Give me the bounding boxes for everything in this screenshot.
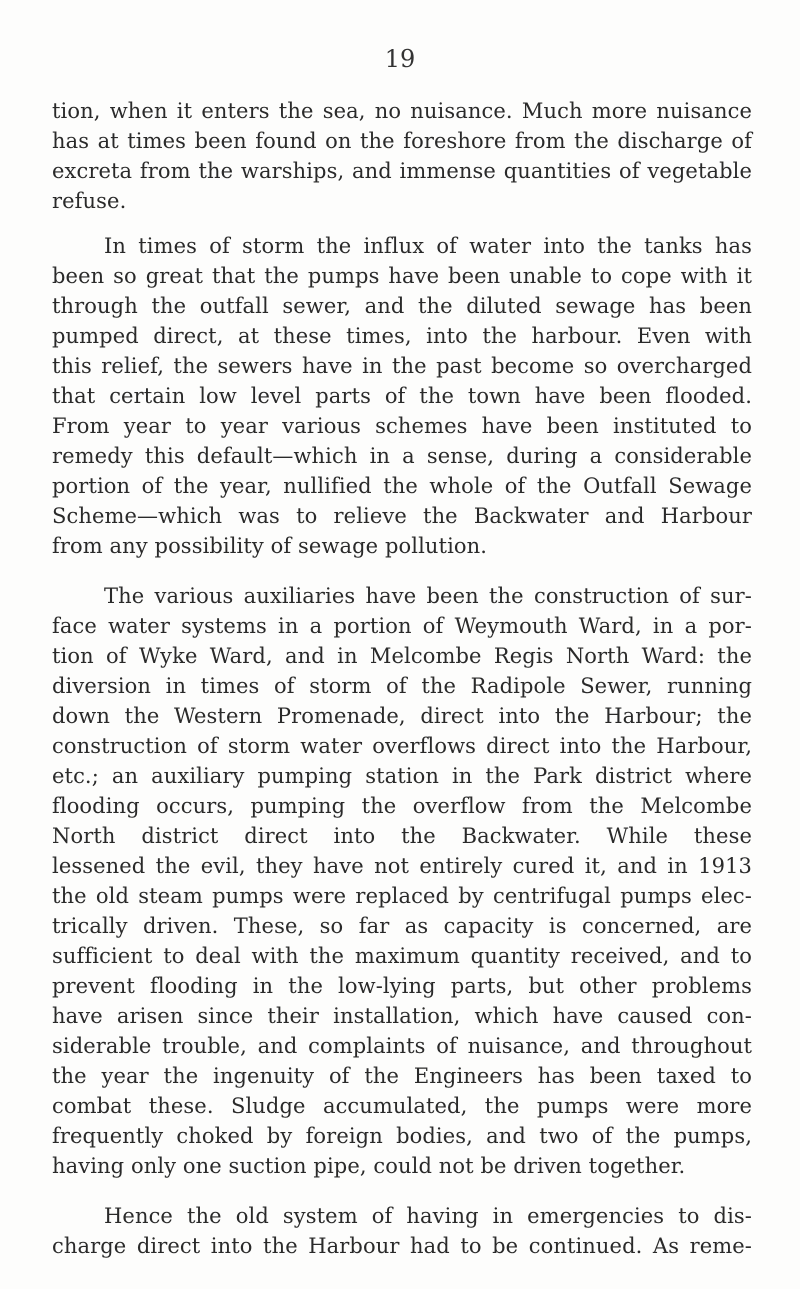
text-line: excreta from the warships, and immense quantities of vegetable [52,159,752,183]
text-line: construction of storm water overflows direct into the Harbour, [52,734,752,758]
text-line: portion of the year, nullified the whole of the Outfall Sewage [52,474,752,498]
text-line: etc.; an auxiliary pumping station in the Park district where [52,764,752,788]
text-line: refuse. [52,189,127,213]
text-line: sufficient to deal with the maximum quantity received, and to [52,944,752,968]
text-line: have arisen since their installation, which have caused con- [52,1004,752,1028]
text-line: diversion in times of storm of the Radipole Sewer, running [52,674,752,698]
text-line: been so great that the pumps have been unable to cope with it [52,264,752,288]
paragraph-4 [52,1201,752,1261]
text-line: trically driven. These, so far as capacity is concerned, are [52,914,752,938]
text-line: siderable trouble, and complaints of nuisance, and throughout [52,1034,752,1058]
paragraph-2 [52,231,752,561]
text-line: The various auxiliaries have been the construction of sur- [104,584,752,608]
text-line: from any possibility of sewage pollution. [52,534,488,558]
text-line: down the Western Promenade, direct into the Harbour; the [52,704,752,728]
text-line: the old steam pumps were replaced by centrifugal pumps elec- [52,884,752,908]
text-line: that certain low level parts of the town have been flooded. [52,384,752,408]
text-line: prevent flooding in the low-lying parts, but other problems [52,974,752,998]
text-line: Scheme—which was to relieve the Backwater and Harbour [52,504,752,528]
text-line: lessened the evil, they have not entirely cured it, and in 1913 [52,854,752,878]
body-text [52,96,752,1261]
paragraph-3 [52,581,752,1181]
text-line: pumped direct, at these times, into the harbour. Even with [52,324,752,348]
text-line: tion of Wyke Ward, and in Melcombe Regis North Ward: the [52,644,752,668]
text-line: combat these. Sludge accumulated, the pumps were more [52,1094,752,1118]
page-number: 19 [384,45,416,73]
text-line: this relief, the sewers have in the past become so overcharged [52,354,752,378]
text-line: frequently choked by foreign bodies, and two of the pumps, [52,1124,752,1148]
text-line: through the outfall sewer, and the diluted sewage has been [52,294,752,318]
text-line: tion, when it enters the sea, no nuisance. Much more nuisance [52,99,752,123]
text-line: flooding occurs, pumping the overflow from the Melcombe [52,794,752,818]
text-line: the year the ingenuity of the Engineers has been taxed to [52,1064,752,1088]
text-line: charge direct into the Harbour had to be continued. As reme- [52,1234,752,1258]
text-line: having only one suction pipe, could not be driven together. [52,1154,686,1178]
text-line: Hence the old system of having in emergencies to dis- [104,1204,752,1228]
paragraph-1 [52,96,752,216]
text-line: has at times been found on the foreshore from the discharge of [52,129,752,153]
text-line: North district direct into the Backwater. While these [52,824,752,848]
text-line: In times of storm the influx of water into the tanks has [104,234,752,258]
text-line: face water systems in a portion of Weymouth Ward, in a por- [52,614,752,638]
text-line: From year to year various schemes have been instituted to [52,414,752,438]
text-line: remedy this default—which in a sense, during a considerable [52,444,752,468]
